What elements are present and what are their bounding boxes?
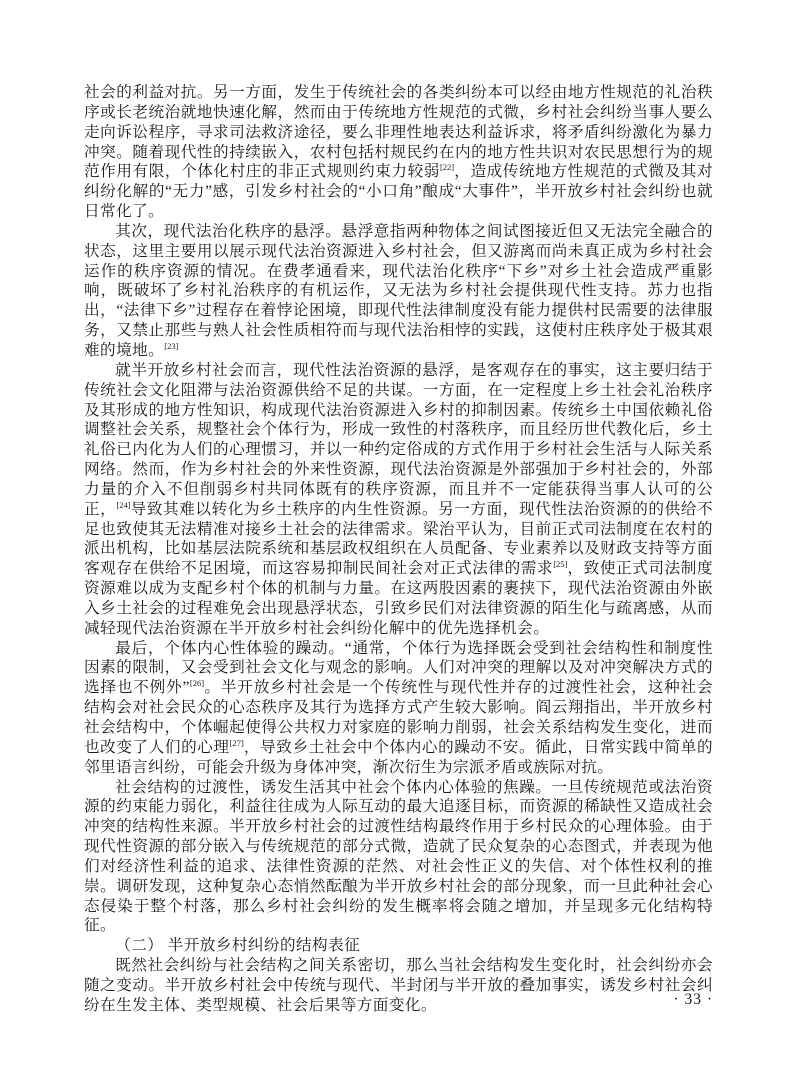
text-block [84, 83, 713, 1016]
footnote-ref: [23] [164, 340, 179, 351]
footnote-ref: [27] [229, 737, 244, 748]
page-number: · 33 · [673, 991, 713, 1008]
paragraph: 其次，现代法治化秩序的悬浮。悬浮意指两种物体之间试图接近但又无法完全融合的状态，这里主要用以展示现代法治资源进入乡村社会，但又游离而尚未真正成为乡村社会运作的秩序资源的情况。在费孝通看来，现代法治化秩序“下乡”对乡土社会造成严重影响，既破坏了乡村礼治秩序的有机运作，又无法为乡村社会提供现代性支持。苏力也指出，“法律下乡”过程存在着悖论困境，即现代性法律制度没有能力提供村民需要的法律服务，又禁止那些与熟人社会性质相符而与现代法治相悖的实践，这使村庄秩序处于极其艰难的境地。[23] [84, 222, 713, 359]
footnote-ref: [24] [116, 499, 131, 510]
footnote-ref: [26] [189, 678, 205, 689]
footnote-ref: [25] [553, 559, 568, 570]
paragraph: 社会的利益对抗。另一方面，发生于传统社会的各类纠纷本可以经由地方性规范的礼治秩序或长老统治就地快速化解，然而由于传统地方性规范的式微，乡村社会纠纷当事人要么走向诉讼程序，寻求司法救济途径，要么非理性地表达利益诉求，将矛盾纠纷激化为暴力冲突。随着现代性的持续嵌入，农村包括村规民约在内的地方性共识对农民思想行为的规范作用有限，个体化村庄的非正式规则约束力较弱[22]，造成传统地方性规范的式微及其对纠纷化解的“无力”感，引发乡村社会的“小口角”酿成“大事件”，半开放乡村社会纠纷也就日常化了。 [84, 84, 713, 221]
paragraph: 最后，个体内心性体验的躁动。“通常，个体行为选择既会受到社会结构性和制度性因素的限制，又会受到社会文化与观念的影响。人们对冲突的理解以及对冲突解决方式的选择也不例外”[26]。半开放乡村社会是一个传统性与现代性并存的过渡性社会，这种社会结构会对社会民众的心态秩序及其行为选择方式产生较大影响。阎云翔指出，半开放乡村社会结构中，个体崛起使得公共权力对家庭的影响力削弱，社会关系结构发生变化，进而也改变了人们的心理[27]，导致乡土社会中个体内心的躁动不安。循此，日常实践中简单的邻里语言纠纷，可能会升级为身体冲突，渐次衍生为宗派矛盾或族际对抗。 [84, 639, 714, 776]
paragraph: 就半开放乡村社会而言，现代性法治资源的悬浮，是客观存在的事实，这主要归结于传统社会文化阻滞与法治资源供给不足的共谋。一方面，在一定程度上乡土社会礼治秩序及其形成的地方性知识，构成现代法治资源进入乡村的抑制因素。传统乡土中国依赖礼俗调整社会关系，规整社会个体行为，形成一致性的村落秩序，而且经历世代教化后，乡土礼俗已内化为人们的心理惯习，并以一种约定俗成的方式作用于乡村社会生活与人际关系网络。然而，作为乡村社会的外来性资源，现代法治资源是外部强加于乡村社会的，外部力量的介入不但削弱乡村共同体既有的秩序资源，而且并不一定能获得当事人认可的公正，[24]导致其难以转化为乡土秩序的内生性资源。另一方面，现代性法治资源的的供给不足也致使其无法精准对接乡土社会的法律需求。梁治平认为，目前正式司法制度在农村的派出机构，比如基层法院系统和基层政权组织在人员配备、专业素养以及财政支持等方面客观存在供给不足困境，而这容易抑制民间社会对正式法律的需求[25]，致使正式司法制度资源难以成为支配乡村个体的机制与力量。在这两股因素的裹挟下，现代法治资源由外嵌入乡土社会的过程难免会出现悬浮状态，引致乡民们对法律资源的陌生化与疏离感，从而减轻现代法治资源在半开放乡村社会纠纷化解中的优先选择机会。 [84, 361, 713, 637]
paragraph: 既然社会纠纷与社会结构之间关系密切，那么当社会结构发生变化时，社会纠纷亦会随之变动。半开放乡村社会中传统与现代、半封闭与半开放的叠加事实，诱发乡村社会纠纷在生发主体、类型规模、社会后果等方面变化。 [84, 957, 713, 1014]
paragraph: 社会结构的过渡性，诱发生活其中社会个体内心体验的焦躁。一旦传统规范或法治资源的约束能力弱化，利益往往成为人际互动的最大追逐目标，而资源的稀缺性又造成社会冲突的结构性来源。半开放乡村社会的过渡性结构最终作用于乡村民众的心理体验。由于现代性资源的部分嵌入与传统规范的部分式微，造就了民众复杂的心态图式，并表现为他们对经济性利益的追求、法律性资源的茫然、对社会性正义的失信、对个体性权利的推崇。调研发现，这种复杂心态悄然酝酿为半开放乡村社会的部分现象，而一旦此种社会心态侵染于整个村落，那么乡村社会纠纷的发生概率将会随之增加，并呈现多元化结构特征。 [84, 778, 713, 935]
footnote-ref: [22] [439, 162, 455, 173]
section-heading: （二） 半开放乡村纠纷的结构表征 [115, 937, 361, 955]
